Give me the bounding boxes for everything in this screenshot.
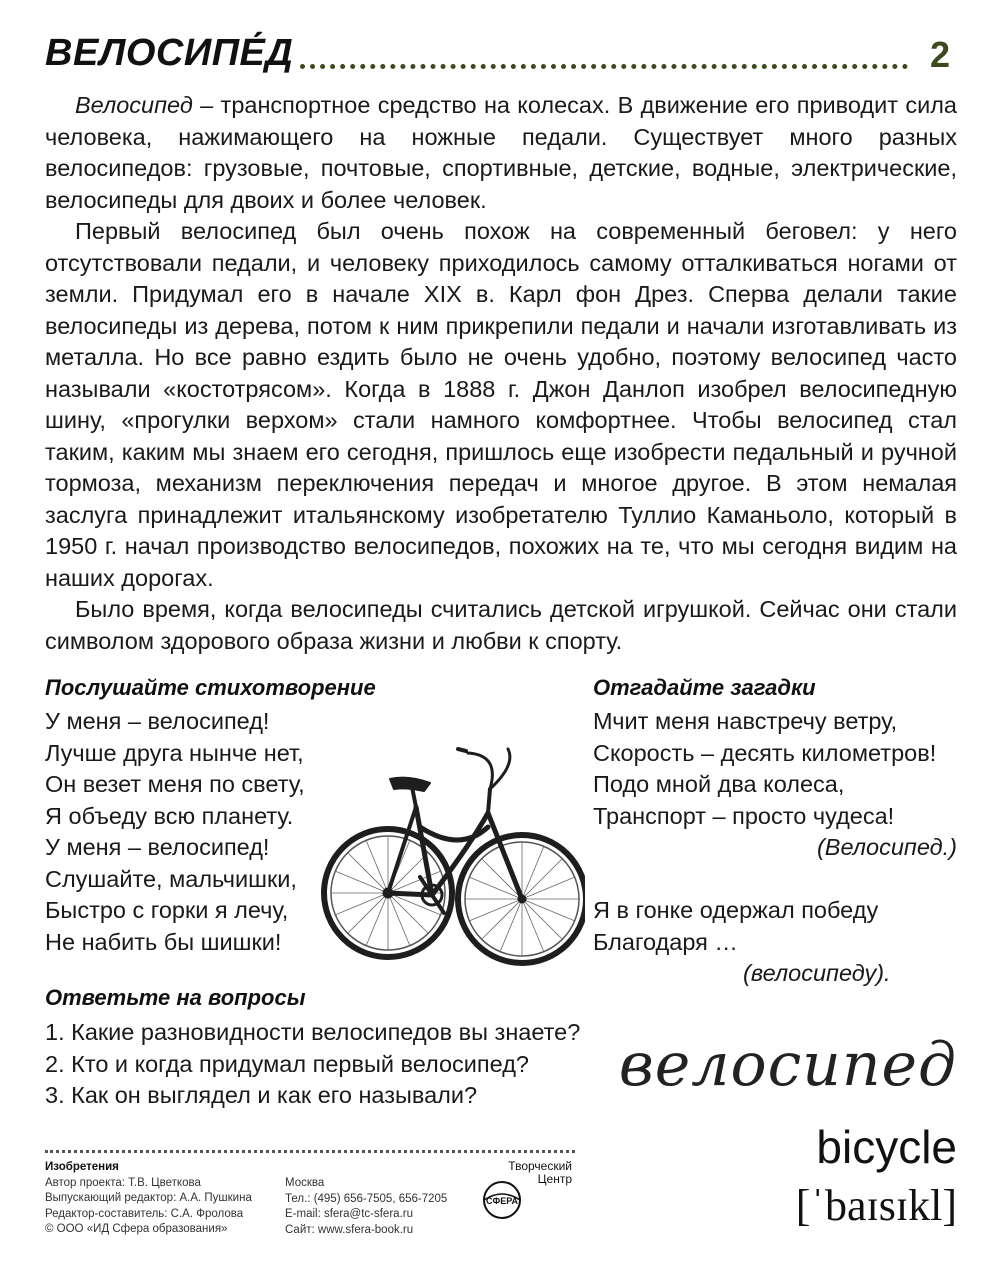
footer-site: Сайт: www.sfera-book.ru: [285, 1223, 414, 1236]
title-dotted-leader: [300, 64, 908, 69]
footer-phone: Тел.: (495) 656-7505, 656-7205: [285, 1192, 448, 1205]
article-text: [45, 90, 957, 657]
article-paragraph-1: [45, 90, 957, 216]
footer-divider: [45, 1150, 575, 1153]
paragraph-1-rest: – транспортное средство на колесах. В движение его приводит сила человека, нажимающего на ножные педали. Существует много разных велосипедов: грузовые, почтовые, спортивные, детские, водные, электрические, велосипеды для двоих и более человек.: [45, 92, 957, 213]
article-paragraph-3: Было время, когда велосипеды считались детской игрушкой. Сейчас они стали символом здорового образа жизни и любви к спорту.: [45, 596, 957, 654]
footer-copyright: © ООО «ИД Сфера образования»: [45, 1223, 228, 1235]
questions-list: [45, 1017, 580, 1112]
poem-line: Лучше друга нынче нет,: [45, 739, 304, 766]
poem-line: Я объеду всю планету.: [45, 802, 294, 829]
riddle-line: Благодаря …: [593, 928, 738, 955]
riddle-line: Мчит меня навстречу ветру,: [593, 708, 898, 734]
poem-heading: Послушайте стихотворение: [45, 675, 376, 700]
transcription: [ˈbaɪsɪkl]: [795, 1181, 957, 1230]
article-paragraph-2: Первый велосипед был очень похож на современный беговел: у него отсутствовали педали, и человеку приходилось самому отталкиваться ногами от земли. Придумал его в начале XIX в. Карл фон Дрез. Сперва делали такие велосипеды из дерева, потом к ним прикрепили педали и начали изготавливать из металла. Но все равно ездить было не очень удобно, поэтому велосипед часто называли «костотрясом». Когда в 1888 г. Джон Данлоп изобрел велосипедную шину, «прогулки верхом» стали намного комфортнее. Чтобы велосипед стал таким, каким мы знаем его сегодня, пришлось еще изобрести педальный и ручной тормоза, механизм переключения передач и многое другое. В этом немалая заслуга принадлежит итальянскому изобретателю Туллио Каманьоло, который в 1950 г. начал производство велосипедов, похожих на те, что мы сегодня видим на наших дорогах.: [45, 218, 957, 591]
footer-author: Автор проекта: Т.В. Цветкова: [45, 1176, 201, 1189]
riddle-answer-2: (велосипеду).: [743, 960, 891, 986]
question-item: 3. Как он выглядел и как его называли?: [45, 1082, 478, 1108]
riddle-line: Скорость – десять километров!: [593, 739, 937, 766]
question-item: 1. Какие разновидности велосипедов вы знаете?: [45, 1019, 581, 1045]
riddle-line: Подо мной два колеса,: [593, 771, 845, 797]
poem-line: Он везет меня по свету,: [45, 771, 305, 797]
logo-line-2: Центр: [537, 1172, 572, 1186]
footer-city: Москва: [285, 1177, 325, 1189]
poem-line: Не набить бы шишки!: [45, 928, 282, 955]
publisher-logo-icon: [470, 1158, 580, 1222]
riddle-answer-1: (Велосипед.): [816, 834, 957, 860]
questions-heading: Ответьте на вопросы: [45, 985, 306, 1010]
page-number: 2: [930, 34, 951, 75]
logo-line-1: Творческий: [508, 1159, 572, 1173]
poem-line: Быстро с горки я лечу,: [45, 897, 289, 923]
riddles-heading: Отгадайте загадки: [593, 675, 816, 700]
bicycle-illustration: [320, 735, 585, 985]
riddles: [593, 706, 957, 990]
english-word: bicycle: [816, 1121, 957, 1173]
riddle-spacer: [593, 864, 957, 896]
poem-line: Слушайте, мальчишки,: [45, 865, 297, 892]
poem: [45, 706, 305, 958]
footer-contacts: [285, 1176, 447, 1238]
cursive-word: велосипед: [618, 1030, 957, 1100]
riddle-line: Я в гонке одержал победу: [593, 897, 879, 923]
footer-compiler: Редактор-составитель: С.А. Фролова: [45, 1207, 244, 1220]
riddle-line: Транспорт – просто чудеса!: [593, 802, 895, 829]
footer-editor: Выпускающий редактор: А.А. Пушкина: [45, 1192, 252, 1204]
logo-word: СФЕРА: [486, 1196, 518, 1206]
footer-series: Изобретения: [45, 1161, 119, 1173]
page-title: ВЕЛОСИПЕ́Д: [45, 32, 294, 74]
question-item: 2. Кто и когда придумал первый велосипед?: [45, 1050, 529, 1077]
lead-term: Велосипед: [75, 92, 193, 118]
poem-line: У меня – велосипед!: [45, 834, 270, 860]
poem-line: У меня – велосипед!: [45, 708, 270, 734]
footer-email: E-mail: sfera@tc-sfera.ru: [285, 1208, 413, 1220]
footer-credits: [45, 1160, 252, 1238]
